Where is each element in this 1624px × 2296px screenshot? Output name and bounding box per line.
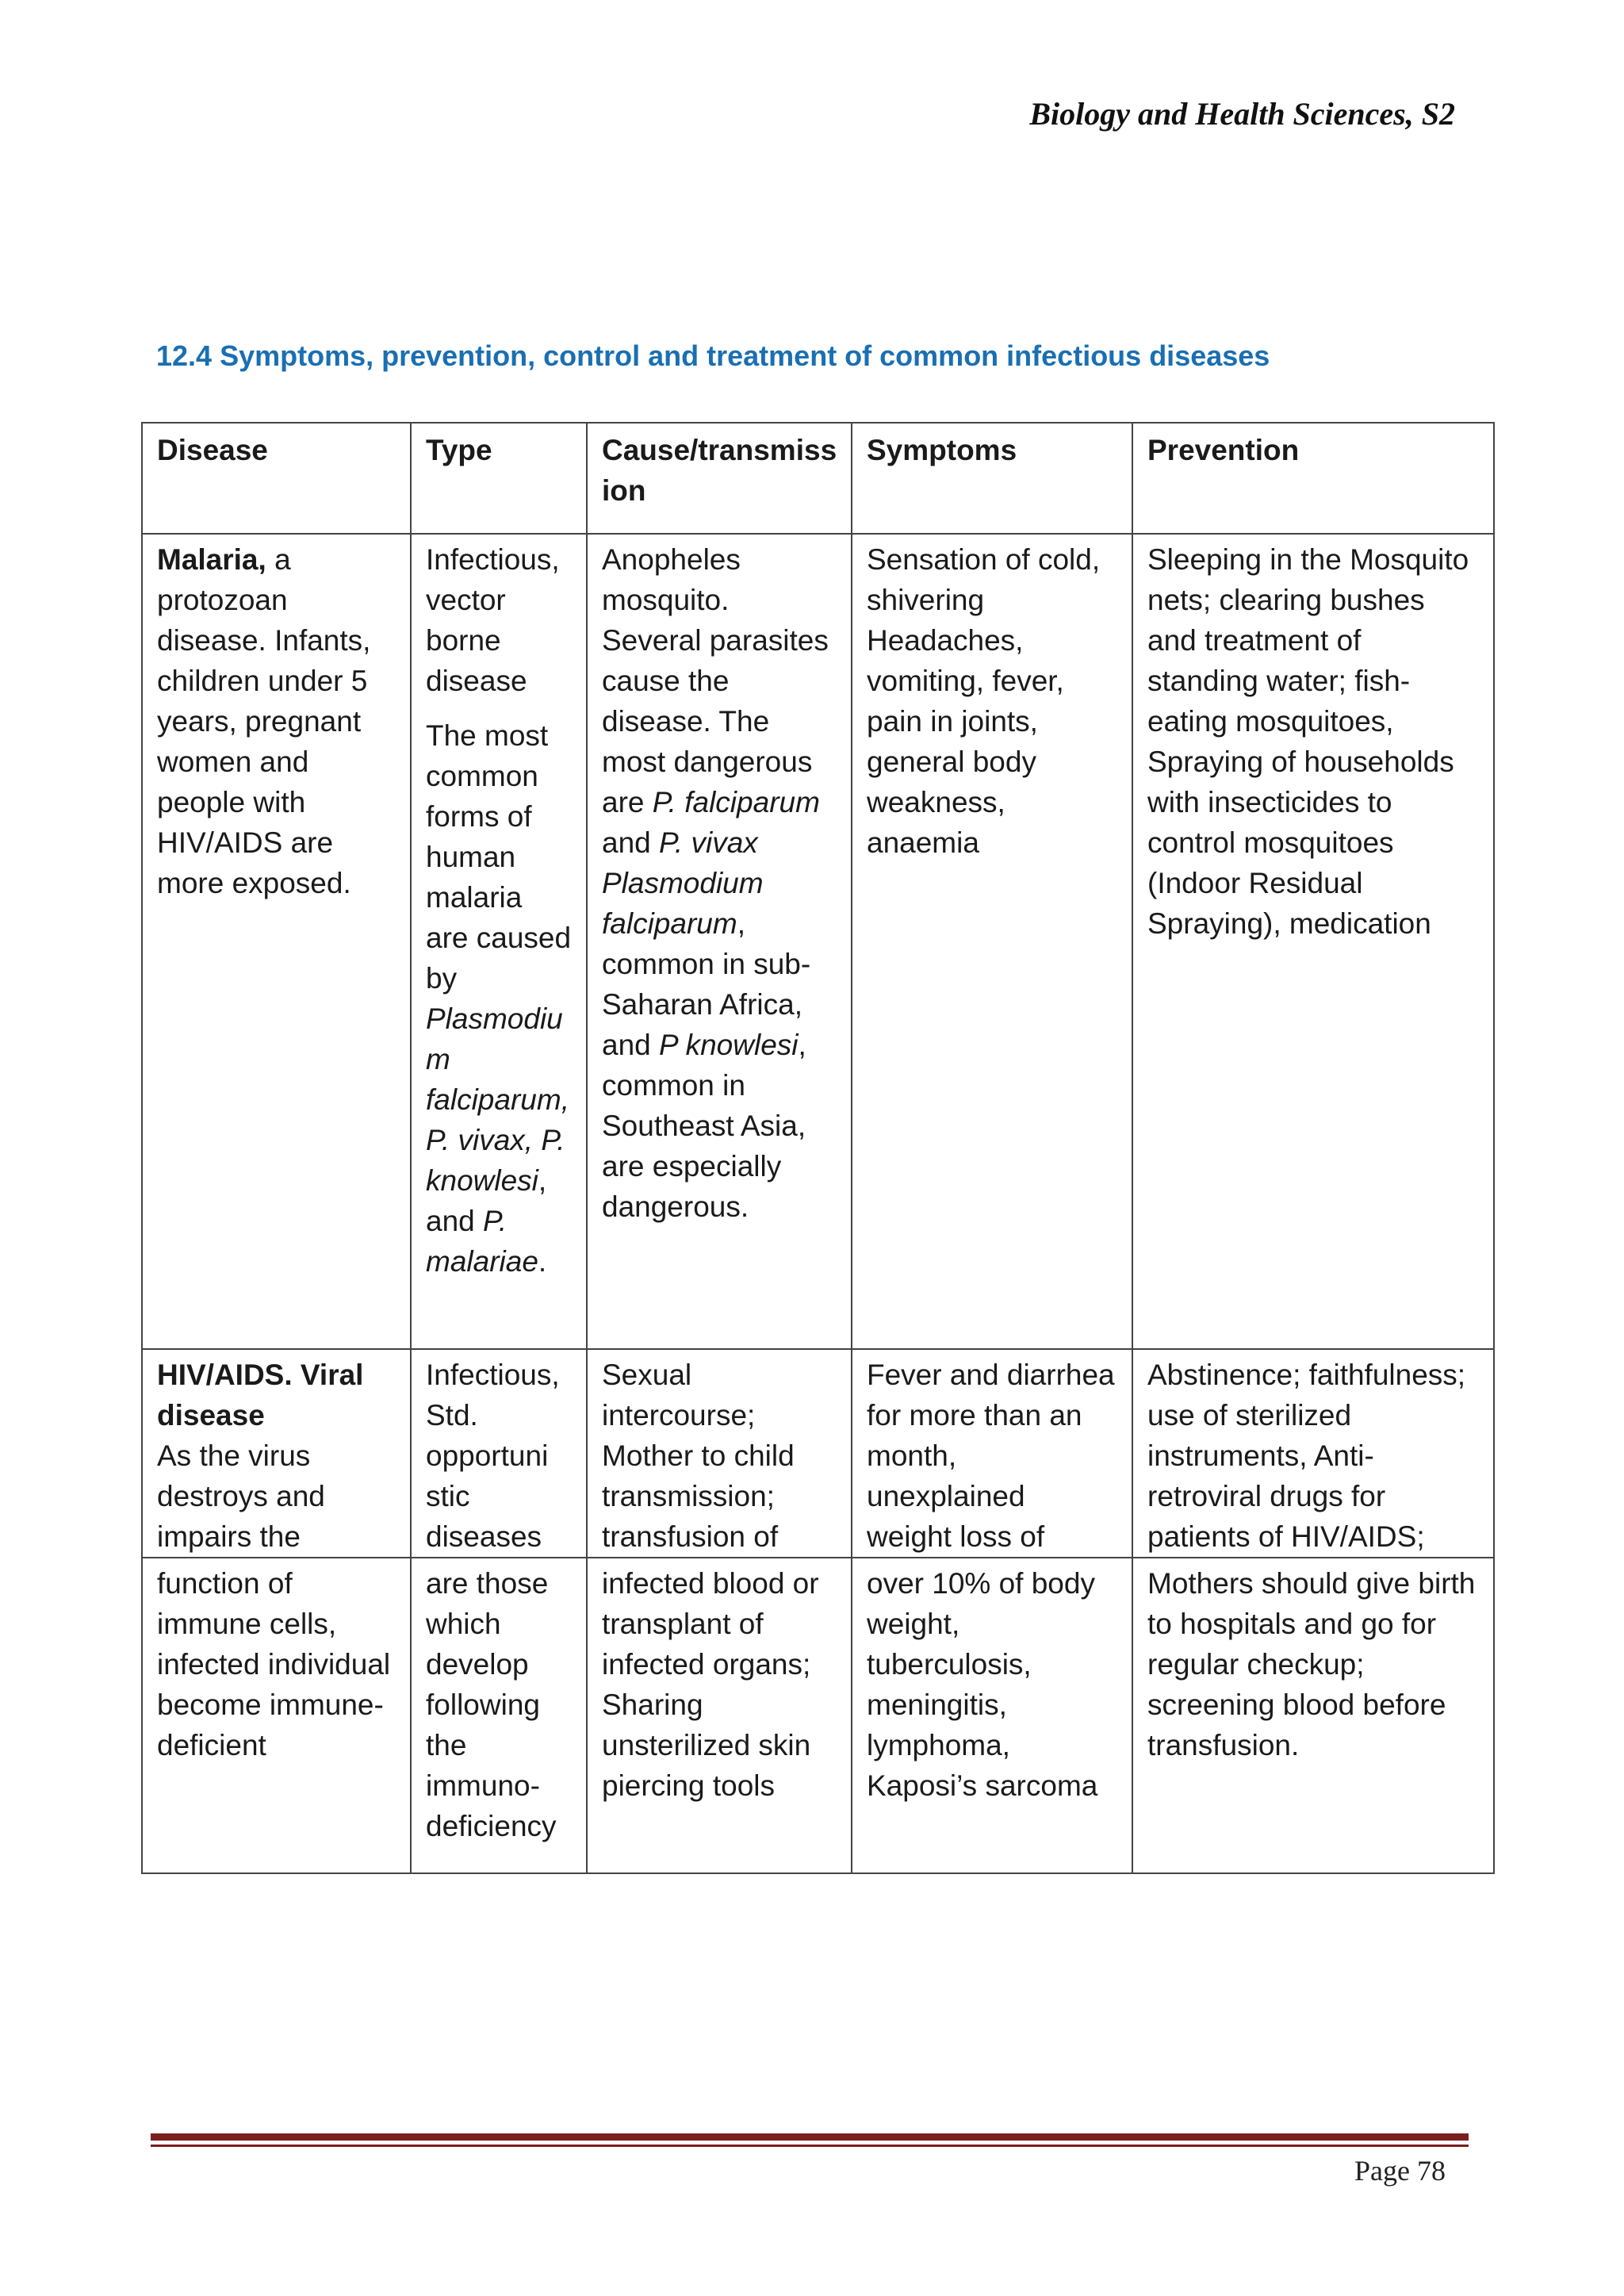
section-heading: 12.4 Symptoms, prevention, control and treatment of common infectious diseases <box>156 339 1270 372</box>
page-number: Page 78 <box>1354 2155 1446 2187</box>
disease-table <box>141 422 1495 1874</box>
hiv-symptoms-cell: Fever and diarrhea for more than an month, unexplained weight loss of <box>852 1349 1132 1558</box>
hiv-prevention-cell: Abstinence; faithfulness; use of sterilized instruments, Anti-retroviral drugs for patients of HIV/AIDS; <box>1132 1349 1494 1558</box>
table-row-malaria <box>142 534 1494 1349</box>
hiv-name: HIV/AIDS. Viral disease <box>157 1359 364 1432</box>
hiv-type-cell-cont: are those which develop following the immuno-deficiency <box>411 1558 587 1873</box>
hiv-disease-cell <box>142 1349 411 1558</box>
column-header-type: Type <box>411 423 587 534</box>
hiv-description: As the virus destroys and impairs the <box>157 1439 325 1553</box>
footer-rule <box>151 2133 1469 2141</box>
hiv-prevention-cell-cont: Mothers should give birth to hospitals and go for regular checkup; screening blood before transfusion. <box>1132 1558 1494 1873</box>
hiv-cause-cell: Sexual intercourse; Mother to child transmission; transfusion of <box>587 1349 852 1558</box>
table-header-row <box>142 423 1494 534</box>
running-header: Biology and Health Sciences, S2 <box>1029 96 1455 132</box>
malaria-name: Malaria, <box>157 543 266 576</box>
malaria-disease-cell <box>142 534 411 1349</box>
malaria-type-cell <box>411 534 587 1349</box>
malaria-description: a protozoan disease. Infants, children under 5 years, pregnant women and people with HIV/AIDS are more exposed. <box>157 543 371 899</box>
malaria-type-line1: Infectious, vector borne disease <box>426 543 560 697</box>
malaria-symptoms-cell: Sensation of cold, shivering Headaches, vomiting, fever, pain in joints, general body weakness, anaemia <box>852 534 1132 1349</box>
hiv-symptoms-cell-cont: over 10% of body weight, tuberculosis, meningitis, lymphoma, Kaposi’s sarcoma <box>852 1558 1132 1873</box>
footer-rule-thin <box>151 2145 1469 2147</box>
malaria-cause-cell: Anopheles mosquito. Several parasites cause the disease. The most dangerous are P. falciparum and P. vivax Plasmodium falciparum, common in sub-Saharan Africa, and P knowlesi, common in Southeast Asia, are especially dangerous. <box>587 534 852 1349</box>
hiv-type-cell: Infectious, Std. opportuni stic diseases <box>411 1349 587 1558</box>
column-header-cause: Cause/transmiss ion <box>587 423 852 534</box>
table-row-hiv-continued <box>142 1558 1494 1873</box>
table-row-hiv <box>142 1349 1494 1558</box>
malaria-type-forms: The most common forms of human malaria are caused by Plasmodiu m falciparum, P. vivax, P. knowlesi, and P. malariae. <box>426 719 572 1278</box>
hiv-disease-cell-cont: function of immune cells, infected individual become immune-deficient <box>142 1558 411 1873</box>
hiv-cause-cell-cont: infected blood or transplant of infected organs; Sharing unsterilized skin piercing tools <box>587 1558 852 1873</box>
column-header-symptoms: Symptoms <box>852 423 1132 534</box>
column-header-prevention: Prevention <box>1132 423 1494 534</box>
column-header-disease: Disease <box>142 423 411 534</box>
malaria-prevention-cell: Sleeping in the Mosquito nets; clearing bushes and treatment of standing water; fish-eating mosquitoes, Spraying of households with insecticides to control mosquitoes (Indoor Residual Spraying), medication <box>1132 534 1494 1349</box>
